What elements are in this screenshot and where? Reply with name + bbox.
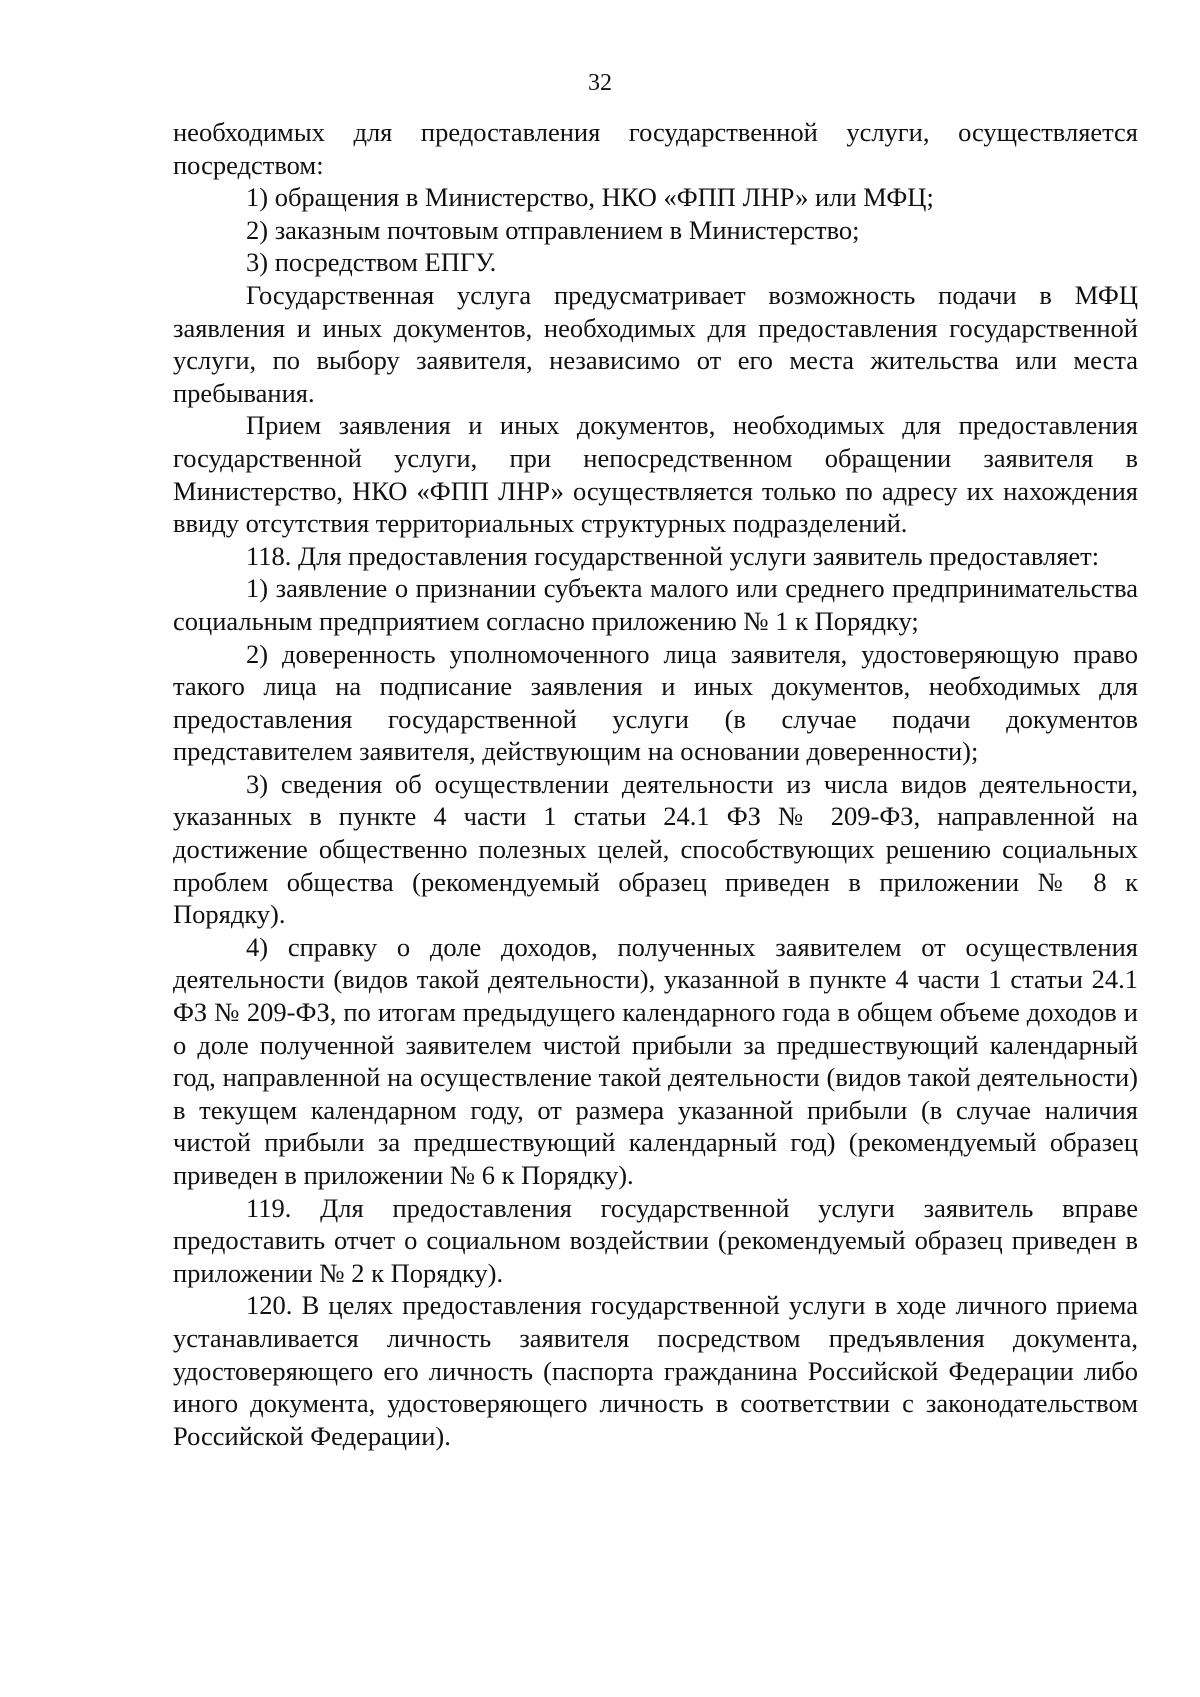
clause-120: 120. В целях предоставления государственной услуги в ходе личного приема устанавливается личность заявителя посредством предъявления документа, удостоверяющего его личность (паспорта гражданина Российской Федерации либо иного документа, удостоверяющего личность в соответствии с законодательством Российской Федерации). — [173, 1290, 1138, 1451]
list-item-3: 3) посредством ЕПГУ. — [246, 247, 497, 278]
list-item-1: 1) обращения в Министерство, НКО «ФПП ЛНР» или МФЦ; — [246, 182, 934, 213]
clause-118-item-1: 1) заявление о признании субъекта малого или среднего предпринимательства социальным предприятием согласно приложению № 1 к Порядку; — [173, 573, 1138, 636]
clause-119: 119. Для предоставления государственной услуги заявитель вправе предоставить отчет о социальном воздействии (рекомендуемый образец приведен в приложении № 2 к Порядку). — [173, 1192, 1138, 1288]
page-number: 32 — [588, 70, 612, 96]
clause-118: 118. Для предоставления государственной услуги заявитель предоставляет: — [246, 540, 1100, 571]
paragraph-mfc: Государственная услуга предусматривает возможность подачи в МФЦ заявления и иных документов, необходимых для предоставления государственной услуги, по выбору заявителя, независимо от его места жительства или места пребывания. — [173, 279, 1138, 408]
clause-118-item-4: 4) справку о доле доходов, полученных заявителем от осуществления деятельности (видов такой деятельности), указанной в пункте 4 части 1 статьи 24.1 ФЗ № 209-ФЗ, по итогам предыдущего календарного года в общем объеме доходов и о доле полученной заявителем чистой прибыли за предшествующий календарный год, направленной на осуществление такой деятельности (видов такой деятельности) в текущем календарном году, от размера указанной прибыли (в случае наличия чистой прибыли за предшествующий календарный год) (рекомендуемый образец приведен в приложении № 6 к Порядку). — [173, 931, 1138, 1190]
list-item-2: 2) заказным почтовым отправлением в Министерство; — [246, 214, 860, 245]
paragraph-continuation: необходимых для предоставления государственной услуги, осуществляется посредством: — [173, 117, 1138, 180]
paragraph-reception: Прием заявления и иных документов, необходимых для предоставления государственной услуги, при непосредственном обращении заявителя в Министерство, НКО «ФПП ЛНР» осуществляется только по адресу их нахождения ввиду отсутствия территориальных структурных подразделений. — [173, 410, 1138, 539]
clause-118-item-3: 3) сведения об осуществлении деятельности из числа видов деятельности, указанных в пункте 4 части 1 статьи 24.1 ФЗ № 209-ФЗ, направленной на достижение общественно полезных целей, способствующих решению социальных проблем общества (рекомендуемый образец приведен в приложении № 8 к Порядку). — [173, 768, 1138, 930]
document-body — [173, 116, 1138, 1452]
clause-118-item-2: 2) доверенность уполномоченного лица заявителя, удостоверяющую право такого лица на подписание заявления и иных документов, необходимых для предоставления государственной услуги (в случае подачи документов представителем заявителя, действующим на основании доверенности); — [173, 638, 1138, 767]
